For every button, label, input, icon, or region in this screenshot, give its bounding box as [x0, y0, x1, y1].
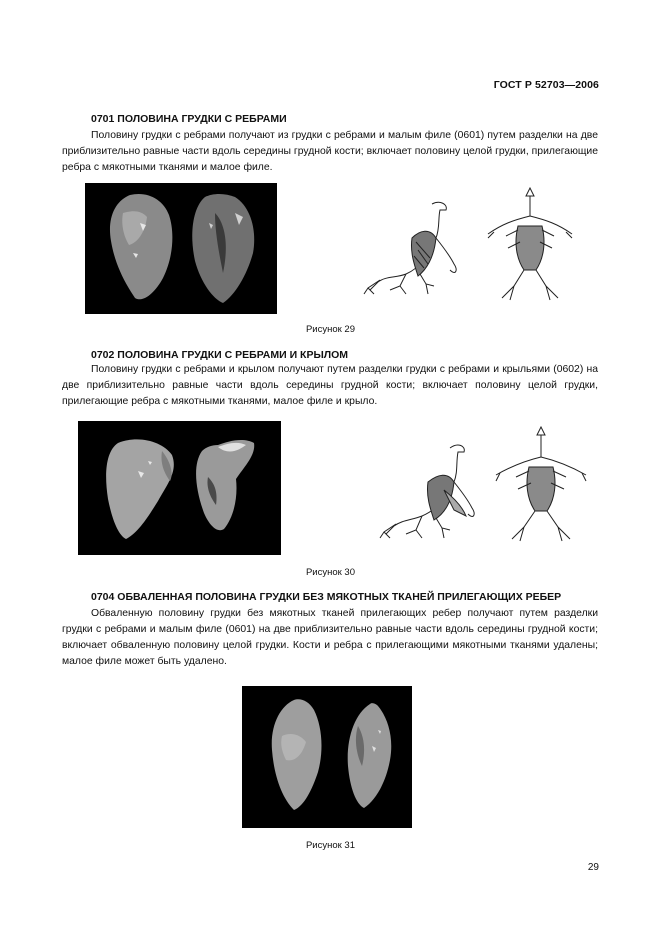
- section-heading-0704: 0704 ОБВАЛЕННАЯ ПОЛОВИНА ГРУДКИ БЕЗ МЯКОТНЫХ ТКАНЕЙ ПРИЛЕГАЮЩИХ РЕБЕР: [91, 591, 562, 603]
- figure-29-side-skeleton: [360, 198, 465, 303]
- figure-29-caption: Рисунок 29: [305, 324, 356, 335]
- figure-31-caption: Рисунок 31: [305, 840, 356, 851]
- page-number: 29: [587, 862, 599, 873]
- section-text-0702-content: Половину грудки с ребрами и крылом получают путем разделки грудки с ребрами и крыльями (0602) на две приблизительно равные части вдоль середины грудной кости; включает половину целой грудки, прилегающие ребра с мякотными тканями, малое филе и крыло.: [62, 364, 598, 407]
- figure-30-front-skeleton: [494, 425, 588, 545]
- section-text-0701: [62, 128, 598, 176]
- figure-29-photo: [85, 183, 277, 314]
- section-heading-0701: 0701 ПОЛОВИНА ГРУДКИ С РЕБРАМИ: [91, 113, 287, 125]
- section-text-0704-content: Обваленную половину грудки без мякотных тканей прилегающих ребер получают путем разделки грудки с ребрами и малым филе (0601) на две приблизительно равные части вдоль середины грудной кости; включает обваленную половину целой грудки. Кости и ребра с прилегающими мякотными тканями удалены; малое филе может быть удалено.: [62, 608, 598, 667]
- figure-30-caption: Рисунок 30: [305, 567, 356, 578]
- document-header: ГОСТ Р 52703—2006: [493, 79, 599, 91]
- section-text-0704: [62, 606, 598, 670]
- section-heading-0702: 0702 ПОЛОВИНА ГРУДКИ С РЕБРАМИ И КРЫЛОМ: [91, 349, 349, 361]
- figure-31-photo: [242, 686, 412, 828]
- figure-30-photo: [78, 421, 281, 555]
- section-text-0702: [62, 362, 598, 410]
- figure-29-front-skeleton: [484, 186, 576, 306]
- figure-30-side-skeleton: [374, 440, 486, 546]
- section-text-0701-content: Половину грудки с ребрами получают из грудки с ребрами и малым филе (0601) путем разделки на две приблизительно равные части вдоль середины грудной кости; включает половину целой грудки, прилегающие ребра с мякотными тканями и малое филе.: [62, 130, 598, 173]
